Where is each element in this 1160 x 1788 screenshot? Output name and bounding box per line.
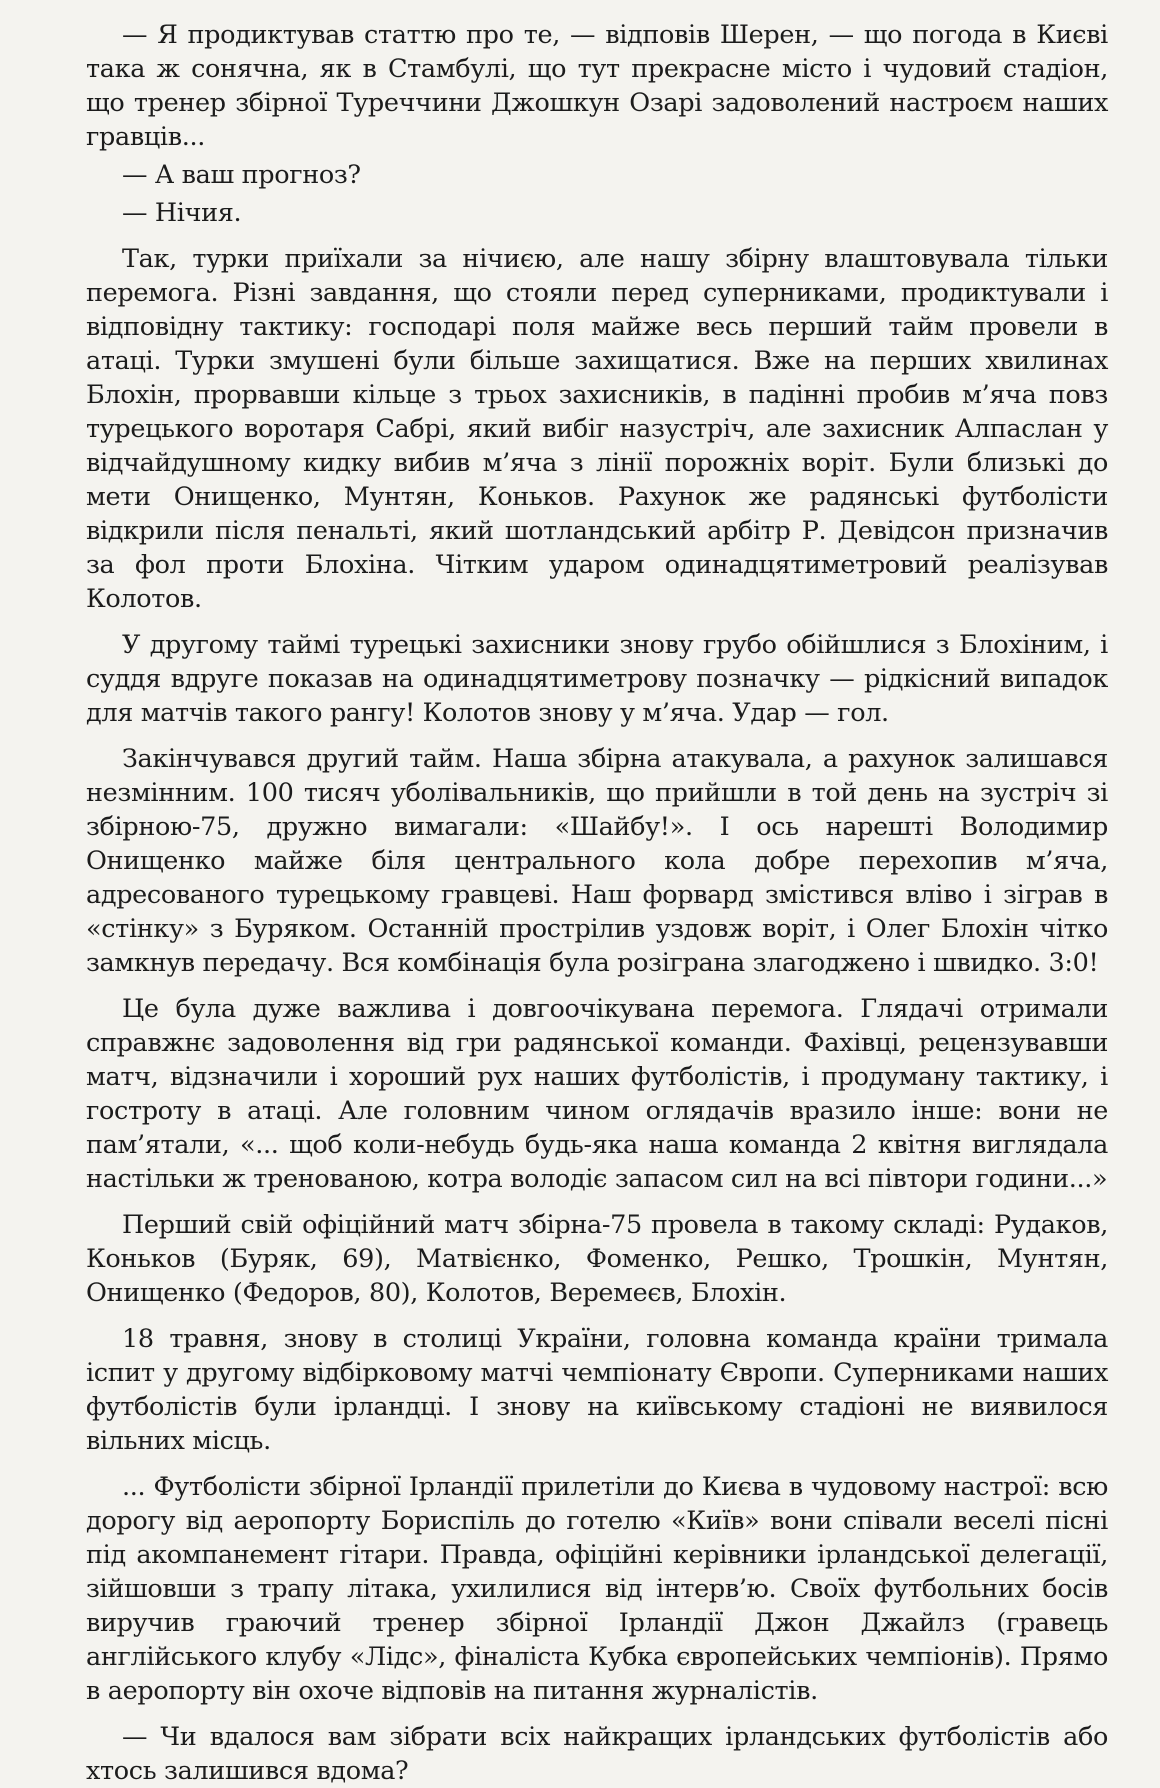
- paragraph-team-lineup: Перший свій офіційний матч збірна-75 провела в такому складі: Рудаков, Коньков (Буряк, 69), Матвієнко, Фоменко, Решко, Трошкін, Мунтян, Онищенко (Федоров, 80), Колотов, Веремеєв, Блохін.: [86, 1210, 1108, 1308]
- paragraph-ireland-match: 18 травня, знову в столиці України, головна команда країни тримала іспит у другому відбірковому матчі чемпіонату Європи. Суперниками наших футболістів були ірландці. І знову на київському стадіоні не виявилося вільних місць.: [86, 1324, 1108, 1456]
- paragraph-dialogue-sheren: — Я продиктував статтю про те, — відповів Шерен, — що погода в Києві така ж сонячна, як в Стамбулі, що тут прекрасне місто і чудовий стадіон, що тренер збірної Туреччини Джошкун Озарі задоволений настроєм наших гравців...: [86, 20, 1108, 152]
- paragraph-question-players: — Чи вдалося вам зібрати всіх найкращих ірландських футболістів або хтось залишився вдома?: [86, 1722, 1108, 1786]
- paragraph-important-victory: Це була дуже важлива і довгоочікувана перемога. Глядачі отримали справжнє задоволення від гри радянської команди. Фахівці, рецензувавши матч, відзначили і хороший рух наших футболістів, і продуману тактику, і гостроту в атаці. Але головним чином оглядачів вразило інше: вони не пам’ятали, «... щоб коли-небудь будь-яка наша команда 2 квітня виглядала настільки ж тренованою, котра володіє запасом сил на всі півтори години...»: [86, 994, 1108, 1194]
- paragraph-question-forecast: — А ваш прогноз?: [122, 160, 361, 190]
- paragraph-answer-draw: — Нічия.: [122, 198, 242, 228]
- paragraph-match-first-half: Так, турки приїхали за нічиєю, але нашу збірну влаштовувала тільки перемога. Різні завдання, що стояли перед суперниками, продиктували і відповідну тактику: господарі поля майже весь перший тайм провели в атаці. Турки змушені були більше захищатися. Вже на перших хвилинах Блохін, прорвавши кільце з трьох захисників, в падінні пробив м’яча повз турецького воротаря Сабрі, який вибіг назустріч, але захисник Алпаслан у відчайдушному кидку вибив м’яча з лінії порожніх воріт. Були близькі до мети Онищенко, Мунтян, Коньков. Рахунок же радянські футболісти відкрили після пенальті, який шотландський арбітр Р. Девідсон призначив за фол проти Блохіна. Чітким ударом одинадцятиметровий реалізував Колотов.: [86, 244, 1108, 614]
- paragraph-second-half-penalty: У другому таймі турецькі захисники знову грубо обійшлися з Блохіним, і суддя вдруге показав на одинадцятиметрову позначку — рідкісний випадок для матчів такого рангу! Колотов знову у м’яча. Удар — гол.: [86, 630, 1108, 728]
- paragraph-ireland-arrival: ... Футболісти збірної Ірландії прилетіли до Києва в чудовому настрої: всю дорогу від аеропорту Бориспіль до готелю «Київ» вони співали веселі пісні під акомпанемент гітари. Правда, офіційні керівники ірландської делегації, зійшовши з трапу літака, ухилилися від інтерв’ю. Своїх футбольних босів виручив граючий тренер збірної Ірландії Джон Джайлз (гравець англійського клубу «Лідс», фіналіста Кубка європейських чемпіонів). Прямо в аеропорту він охоче відповів на питання журналістів.: [86, 1472, 1108, 1706]
- paragraph-third-goal: Закінчувався другий тайм. Наша збірна атакувала, а рахунок залишався незмінним. 100 тисяч уболівальників, що прийшли в той день на зустріч зі збірною-75, дружно вимагали: «Шайбу!». І ось нарешті Володимир Онищенко майже біля центрального кола добре перехопив м’яча, адресованого турецькому гравцеві. Наш форвард змістився вліво і зіграв в «стінку» з Буряком. Останній прострілив уздовж воріт, і Олег Блохін чітко замкнув передачу. Вся комбінація була розіграна злагоджено і швидко. 3:0!: [86, 744, 1108, 978]
